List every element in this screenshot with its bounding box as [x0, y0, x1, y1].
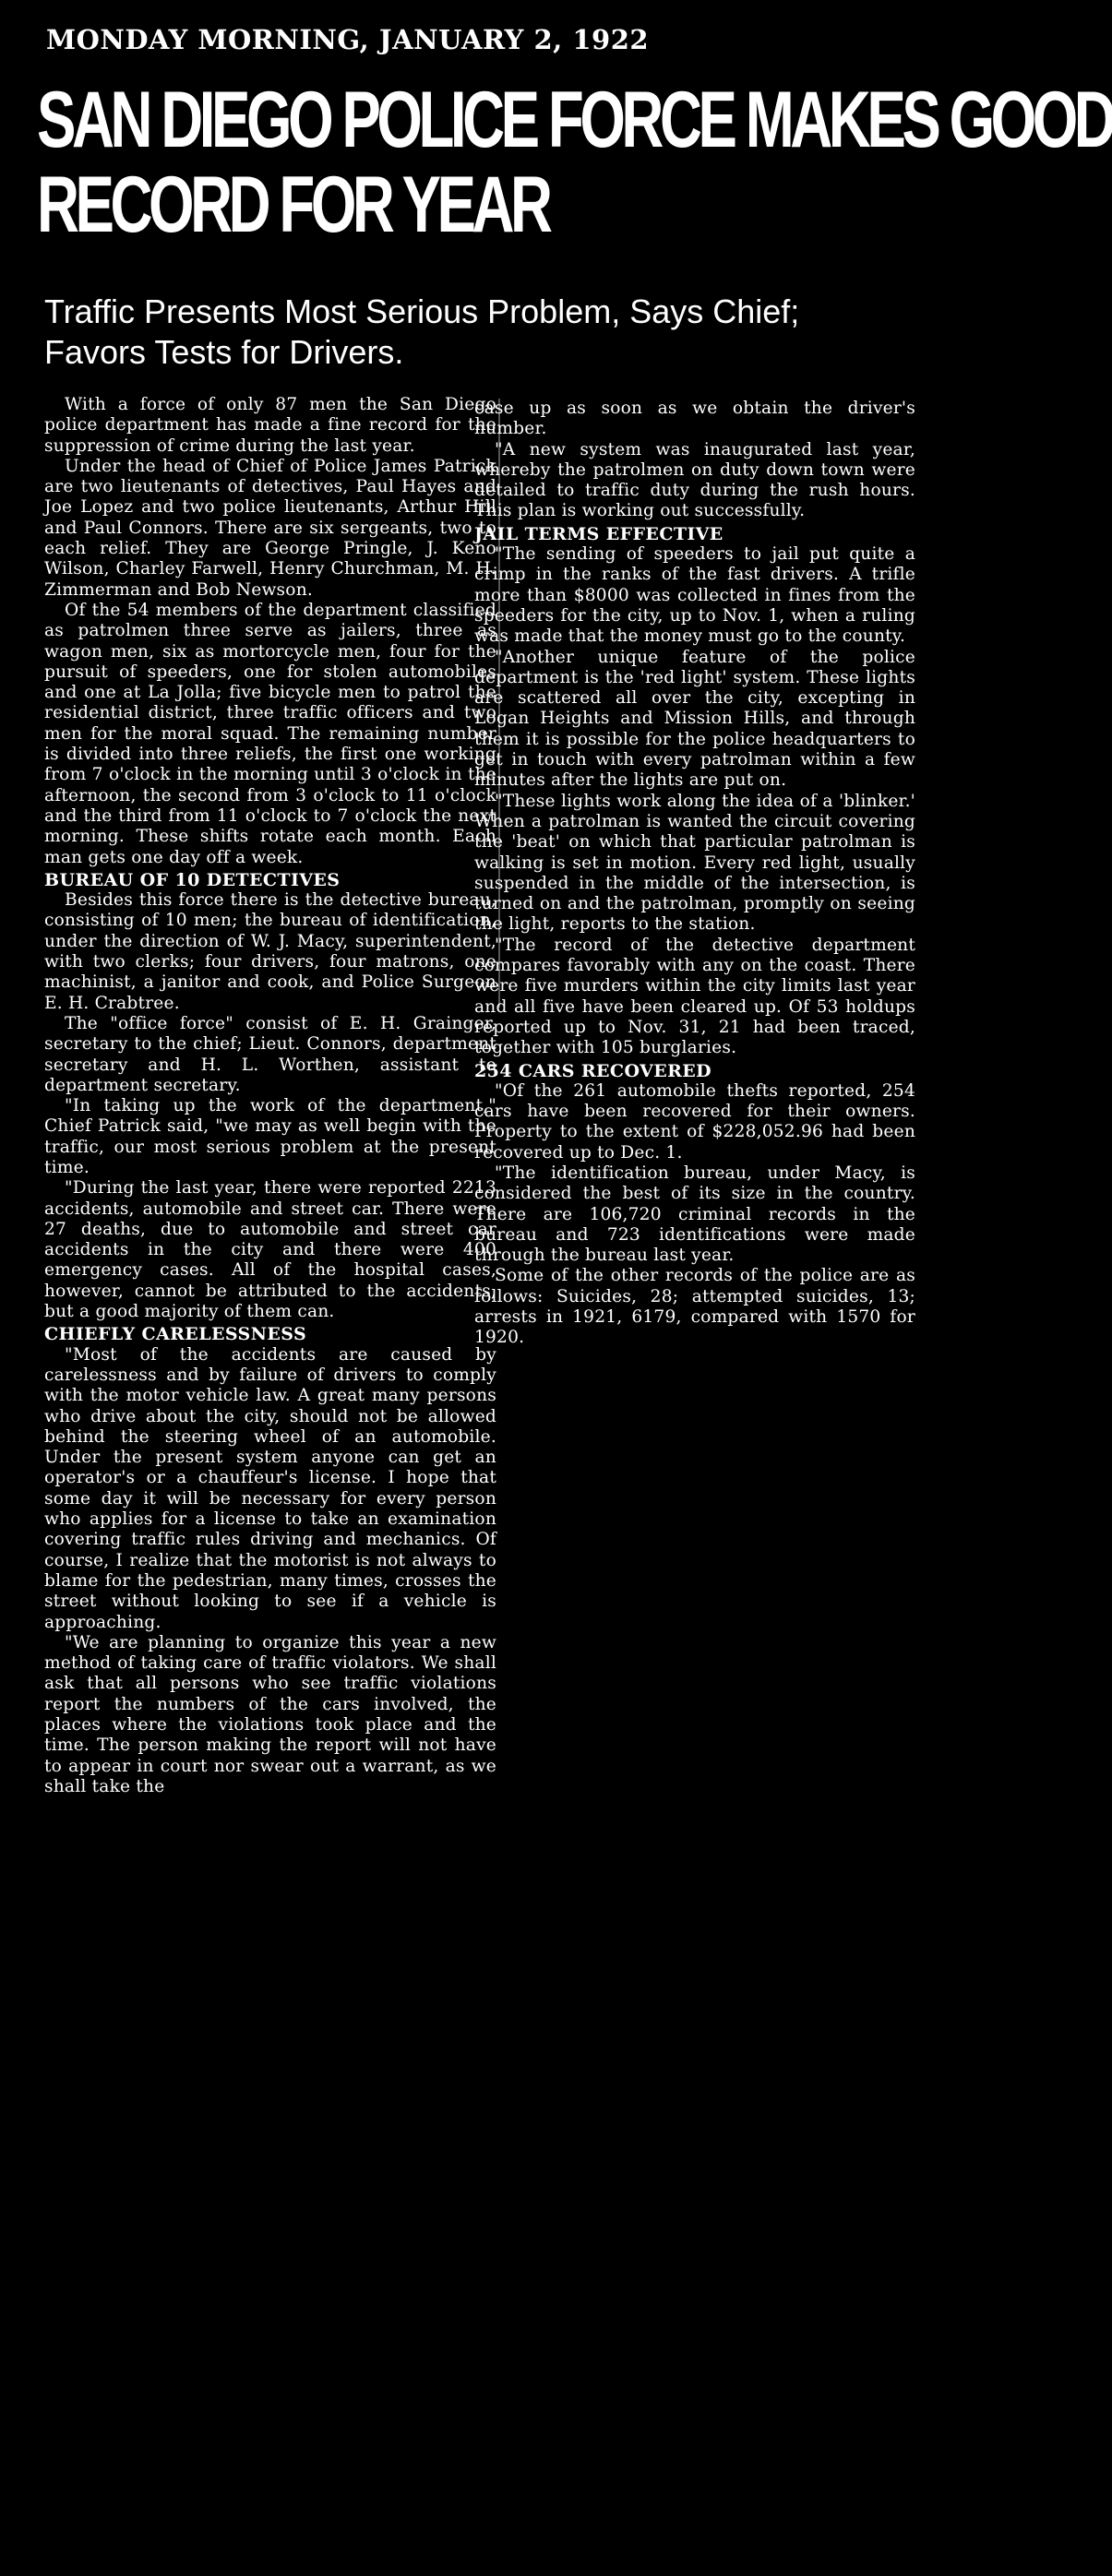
section-heading: 254 CARS RECOVERED: [474, 1060, 712, 1081]
headline: [37, 76, 1112, 249]
paragraph: Some of the other records of the police are as follows: Suicides, 28; attempted suicides, 13; arrests in 1921, 6179, compared with 1570 for 1920.: [474, 1266, 915, 1348]
paragraph: "The record of the detective department compares favorably with any on the coast. There were five murders within the city limits last year and all five have been cleared up. Of 53 holdups reported up to Nov. 31, 21 had been traced, together with 105 burglaries.: [474, 935, 915, 1058]
subheadline: Traffic Presents Most Serious Problem, Says Chief; Favors Tests for Drivers.: [44, 292, 800, 371]
article-left-column: [44, 395, 496, 1797]
dateline: MONDAY MORNING, JANUARY 2, 1922: [46, 24, 650, 55]
paragraph: The "office force" consist of E. H. Grainger, secretary to the chief; Lieut. Connors, department secretary and H. L. Worthen, assistant to department secretary.: [44, 1013, 496, 1095]
headline-line-2: RECORD FOR YEAR: [37, 161, 549, 249]
paragraph: case up as soon as we obtain the driver's number.: [474, 399, 915, 439]
paragraph: "During the last year, there were reported 2213 accidents, automobile and street car. There were 27 deaths, due to automobile and street car accidents in the city and there were 400 emergency cases. All of the hospital cases, however, cannot be attributed to the accidents, but a good majority of them can.: [44, 1178, 496, 1322]
paragraph: Under the head of Chief of Police James Patrick are two lieutenants of detectives, Paul Hayes and Joe Lopez and two police lieutenants, Arthur Hill and Paul Connors. There are six sergeants, two to each relief. They are George Pringle, J. Keno Wilson, Charley Farwell, Henry Churchman, M. H. Zimmerman and Bob Newson.: [44, 456, 496, 600]
paragraph: "In taking up the work of the department," Chief Patrick said, "we may as well begin with the traffic, our most serious problem at the present time.: [44, 1096, 496, 1177]
paragraph: "A new system was inaugurated last year, whereby the patrolmen on duty down town were detailed to traffic duty during the rush hours. This plan is working out successfully.: [474, 439, 915, 521]
headline-line-1: SAN DIEGO POLICE FORCE MAKES GOOD: [37, 76, 1112, 164]
paragraph: "The sending of speeders to jail put quite a crimp in the ranks of the fast drivers. A trifle more than $8000 was collected in fines from the speeders for the city, up to Nov. 1, when a ruling was made that the money must go to the county.: [474, 544, 915, 647]
paragraph: "We are planning to organize this year a new method of taking care of traffic violators. We shall ask that all persons who see traffic violations report the numbers of the cars involved, the places where the violations took place and the time. The person making the report will not have to appear in court nor swear out a warrant, as we shall take the: [44, 1632, 496, 1796]
article-right-column: [474, 399, 915, 1349]
paragraph: "Most of the accidents are caused by carelessness and by failure of drivers to comply with the motor vehicle law. A great many persons who drive about the city, should not be allowed behind the steering wheel of an automobile. Under the present system anyone can get an operator's or a chauffeur's license. I hope that some day it will be necessary for every person who applies for a license to take an examination covering traffic rules driving and mechanics. Of course, I realize that the motorist is not always to blame for the pedestrian, many times, crosses the street without looking to see if a vehicle is approaching.: [44, 1344, 496, 1632]
paragraph: "Another unique feature of the police department is the 'red light' system. These lights are scattered all over the city, excepting in Logan Heights and Mission Hills, and through them it is possible for the police headquarters to get in touch with every patrolman within a few minutes after the lights are put on.: [474, 647, 915, 791]
paragraph: "These lights work along the idea of a 'blinker.' When a patrolman is wanted the circuit covering the 'beat' on which that particular patrolman is walking is set in motion. Every red light, usually suspended in the middle of the intersection, is turned on and the patrolman, promptly on seeing the light, reports to the station.: [474, 791, 915, 935]
paragraph: With a force of only 87 men the San Diego police department has made a fine record for the suppression of crime during the last year.: [44, 395, 496, 456]
section-heading: JAIL TERMS EFFECTIVE: [474, 523, 723, 544]
section-heading: BUREAU OF 10 DETECTIVES: [44, 869, 341, 890]
paragraph: "The identification bureau, under Macy, is considered the best of its size in the country. There are 106,720 criminal records in the bureau and 723 identifications were made through the bureau last year.: [474, 1163, 915, 1266]
section-heading: CHIEFLY CARELESSNESS: [44, 1324, 307, 1345]
paragraph: Besides this force there is the detective bureau, consisting of 10 men; the bureau of identification, under the direction of W. J. Macy, superintendent, with two clerks; four drivers, four matrons, one machinist, a janitor and cook, and Police Surgeon E. H. Crabtree.: [44, 890, 496, 1013]
paragraph: Of the 54 members of the department classified as patrolmen three serve as jailers, three as wagon men, six as mortorcycle men, four for the pursuit of speeders, one for stolen automobiles and one at La Jolla; five bicycle men to patrol the residential district, three traffic officers and two men for the moral squad. The remaining number is divided into three reliefs, the first one working from 7 o'clock in the morning until 3 o'clock in the afternoon, the second from 3 o'clock to 11 o'clock and the third from 11 o'clock to 7 o'clock the next morning. These shifts rotate each month. Each man gets one day off a week.: [44, 600, 496, 867]
paragraph: "Of the 261 automobile thefts reported, 254 cars have been recovered for their owners. Property to the extent of $228,052.96 had been recovered up to Dec. 1.: [474, 1080, 915, 1163]
